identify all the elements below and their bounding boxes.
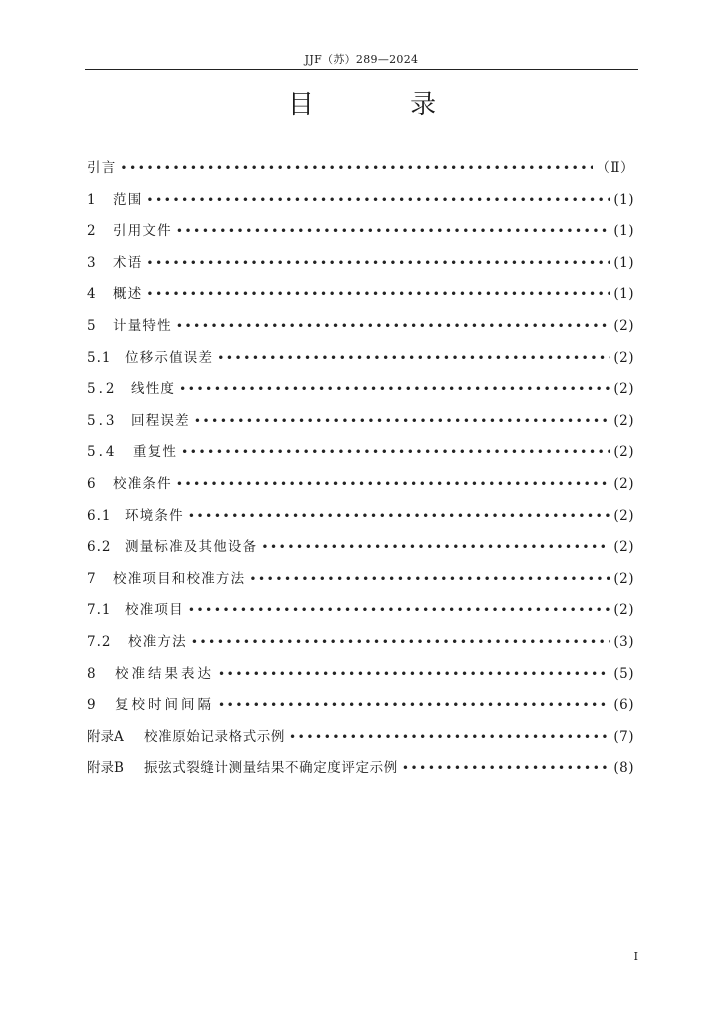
- toc-entry-label: 线性度: [131, 381, 176, 398]
- toc-entry-page: (1): [613, 223, 634, 240]
- toc-entry-number: 附录B: [87, 760, 124, 777]
- toc-entry-label: 重复性: [133, 444, 178, 461]
- toc-entry-number: 8: [87, 665, 97, 682]
- page-title: 目 录: [287, 90, 481, 120]
- toc-entry[interactable]: [87, 216, 634, 248]
- dot-leader: [146, 279, 610, 311]
- dot-leader: [120, 153, 593, 185]
- dot-leader: [218, 690, 610, 722]
- toc-entry-page: (2): [613, 412, 634, 429]
- toc-entry[interactable]: [87, 595, 634, 627]
- toc-entry-page: (1): [613, 254, 634, 271]
- toc-entry-page: (7): [613, 728, 634, 745]
- toc-entry-label: 计量特性: [113, 317, 172, 334]
- toc-entry-page: (2): [613, 507, 634, 524]
- toc-entry[interactable]: [87, 311, 634, 343]
- toc-entry-label: 振弦式裂缝计测量结果不确定度评定示例: [144, 760, 398, 777]
- dot-leader: [188, 595, 611, 627]
- toc-entry-page: (2): [613, 381, 634, 398]
- toc-entry[interactable]: [87, 564, 634, 596]
- toc-entry-label: 引言: [87, 160, 117, 176]
- dot-leader: [194, 406, 611, 438]
- toc-entry-page: (3): [613, 633, 634, 650]
- toc-entry[interactable]: [87, 469, 634, 501]
- toc-entry-number: 5.3: [87, 412, 118, 429]
- toc-entry[interactable]: [87, 753, 634, 785]
- toc-entry-page: (6): [613, 697, 634, 714]
- toc-entry-label: 校准方法: [128, 633, 187, 650]
- toc-entry-label: 校准项目和校准方法: [113, 570, 246, 587]
- toc-entry-number: 1: [87, 191, 97, 208]
- toc-entry[interactable]: [87, 722, 634, 754]
- toc-entry-number: 6: [87, 475, 97, 492]
- toc-entry-page: (1): [613, 286, 634, 303]
- dot-leader: [146, 185, 610, 217]
- dot-leader: [176, 469, 611, 501]
- toc-entry-label: 复校时间间隔: [115, 697, 214, 714]
- toc-entry-page: (2): [613, 475, 634, 492]
- toc-entry-label: 测量标准及其他设备: [125, 539, 258, 556]
- dot-leader: [289, 722, 610, 754]
- dot-leader: [179, 374, 610, 406]
- toc-entry[interactable]: [87, 343, 634, 375]
- toc-entry-page: (1): [613, 191, 634, 208]
- toc-entry-label: 校准结果表达: [115, 665, 214, 682]
- toc-entry-page: (2): [613, 444, 634, 461]
- toc-entry-page: (2): [613, 602, 634, 619]
- toc-entry-label: 校准原始记录格式示例: [144, 728, 285, 745]
- toc-entry-number: 7: [87, 570, 97, 587]
- dot-leader: [176, 216, 611, 248]
- toc-entry-page: (2): [613, 349, 634, 366]
- toc-entry-number: 附录A: [87, 728, 124, 745]
- dot-leader: [146, 248, 610, 280]
- toc-entry-page: (8): [613, 760, 634, 777]
- toc-entry-number: 3: [87, 254, 97, 271]
- toc-entry-number: 5.2: [87, 381, 118, 398]
- toc-entry-page: (2): [613, 539, 634, 556]
- dot-leader: [191, 627, 611, 659]
- dot-leader: [249, 564, 610, 596]
- toc-entry[interactable]: [87, 406, 634, 438]
- toc-entry-number: 9: [87, 697, 97, 714]
- toc-entry-label: 概述: [113, 286, 143, 303]
- dot-leader: [176, 311, 611, 343]
- toc-entry-number: 7.1: [87, 602, 112, 619]
- dot-leader: [402, 753, 611, 785]
- toc-entry-number: 4: [87, 286, 97, 303]
- dot-leader: [181, 437, 610, 469]
- dot-leader: [218, 659, 610, 691]
- toc-entry-number: 5.1: [87, 349, 112, 366]
- toc-entry-number: 6.2: [87, 539, 112, 556]
- toc-entry[interactable]: [87, 532, 634, 564]
- toc-entry-label: 回程误差: [131, 412, 190, 429]
- table-of-contents: [87, 153, 634, 785]
- toc-entry-label: 校准项目: [125, 602, 184, 619]
- dot-leader: [261, 532, 610, 564]
- toc-entry-label: 术语: [113, 254, 143, 271]
- toc-entry-label: 校准条件: [113, 475, 172, 492]
- page-number: I: [633, 950, 638, 963]
- toc-entry[interactable]: [87, 153, 634, 185]
- running-header: JJF（苏）289—2024: [304, 53, 419, 66]
- toc-entry[interactable]: [87, 627, 634, 659]
- dot-leader: [188, 501, 611, 533]
- toc-entry-page: (2): [613, 570, 634, 587]
- toc-entry[interactable]: [87, 185, 634, 217]
- toc-entry-label: 范围: [113, 191, 143, 208]
- toc-entry[interactable]: [87, 437, 634, 469]
- toc-entry-page: (5): [613, 665, 634, 682]
- toc-entry-page: (2): [613, 317, 634, 334]
- toc-entry[interactable]: [87, 659, 634, 691]
- toc-entry-number: 5: [87, 317, 97, 334]
- toc-entry-number: 7.2: [87, 633, 112, 650]
- toc-entry[interactable]: [87, 248, 634, 280]
- toc-entry-number: 6.1: [87, 507, 112, 524]
- header-rule: [85, 69, 638, 70]
- toc-entry[interactable]: [87, 501, 634, 533]
- toc-entry-number: 2: [87, 223, 97, 240]
- toc-entry[interactable]: [87, 279, 634, 311]
- toc-entry-page: （Ⅱ）: [596, 160, 634, 176]
- toc-entry-label: 环境条件: [125, 507, 184, 524]
- toc-entry-label: 位移示值误差: [125, 349, 214, 366]
- toc-entry[interactable]: [87, 690, 634, 722]
- dot-leader: [217, 343, 610, 375]
- toc-entry[interactable]: [87, 374, 634, 406]
- toc-entry-label: 引用文件: [113, 223, 172, 240]
- toc-entry-number: 5.4: [87, 444, 118, 461]
